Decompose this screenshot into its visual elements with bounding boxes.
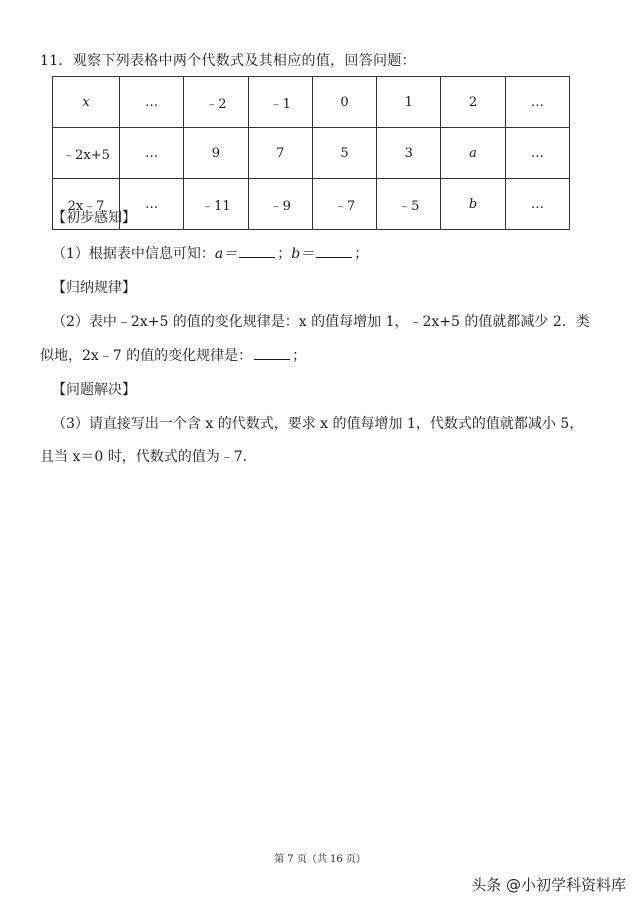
- section-heading-solution: 【问题解决】: [52, 382, 136, 398]
- watermark-text: 头条 @小初学科资料库: [471, 876, 626, 894]
- row-label: 2x﹣7: [53, 179, 120, 230]
- question-2-line-1: （2）表中﹣2x+5 的值的变化规律是：x 的值每增加 1，﹣2x+5 的值就都减少 2．类: [52, 314, 590, 330]
- question-1-line: （1）根据表中信息可知：a＝ ；b＝ ；: [52, 243, 368, 263]
- table-cell: …: [120, 77, 184, 128]
- page-footer: 第 7 页（共 16 页）: [274, 854, 366, 865]
- table-cell: ﹣11: [184, 179, 248, 230]
- table-cell: …: [505, 77, 569, 128]
- watermark: [471, 874, 626, 895]
- table-cell: ﹣9: [248, 179, 312, 230]
- question-2-line-2: 似地，2x﹣7 的值的变化规律是： ；: [40, 345, 306, 365]
- table-cell: 7: [248, 128, 312, 179]
- question-title: 11．观察下列表格中两个代数式及其相应的值，回答问题：: [40, 53, 416, 69]
- table-cell: …: [505, 128, 569, 179]
- table-cell: …: [120, 128, 184, 179]
- table-cell: 5: [312, 128, 376, 179]
- table-cell: 2: [441, 77, 505, 128]
- answer-a-label: a＝: [214, 246, 238, 262]
- table-cell: 9: [184, 128, 248, 179]
- answer-b-label: b＝: [291, 246, 315, 262]
- table-row: [53, 77, 570, 128]
- table-cell: ﹣2: [184, 77, 248, 128]
- question-3-line-1: （3）请直接写出一个含 x 的代数式，要求 x 的值每增加 1，代数式的值就都减小 5，: [52, 416, 584, 432]
- table-cell: ﹣1: [248, 77, 312, 128]
- question-3-line-2: 且当 x＝0 时，代数式的值为﹣7．: [40, 449, 257, 465]
- answer-2-blank[interactable]: [254, 345, 290, 360]
- row-label: ﹣2x+5: [53, 128, 120, 179]
- table-row: [53, 128, 570, 179]
- section-heading-induction: 【归纳规律】: [52, 280, 136, 296]
- table-cell: 1: [377, 77, 441, 128]
- row-label: x: [53, 77, 120, 128]
- answer-b-blank[interactable]: [316, 243, 352, 258]
- table-cell: …: [120, 179, 184, 230]
- table-cell: …: [505, 179, 569, 230]
- table-cell: ﹣5: [377, 179, 441, 230]
- table-cell: b: [441, 179, 505, 230]
- table-cell: a: [441, 128, 505, 179]
- table-cell: 3: [377, 128, 441, 179]
- table-cell: ﹣7: [312, 179, 376, 230]
- section-heading-preliminary: 【初步感知】: [52, 210, 136, 226]
- table-cell: 0: [312, 77, 376, 128]
- answer-a-blank[interactable]: [239, 243, 275, 258]
